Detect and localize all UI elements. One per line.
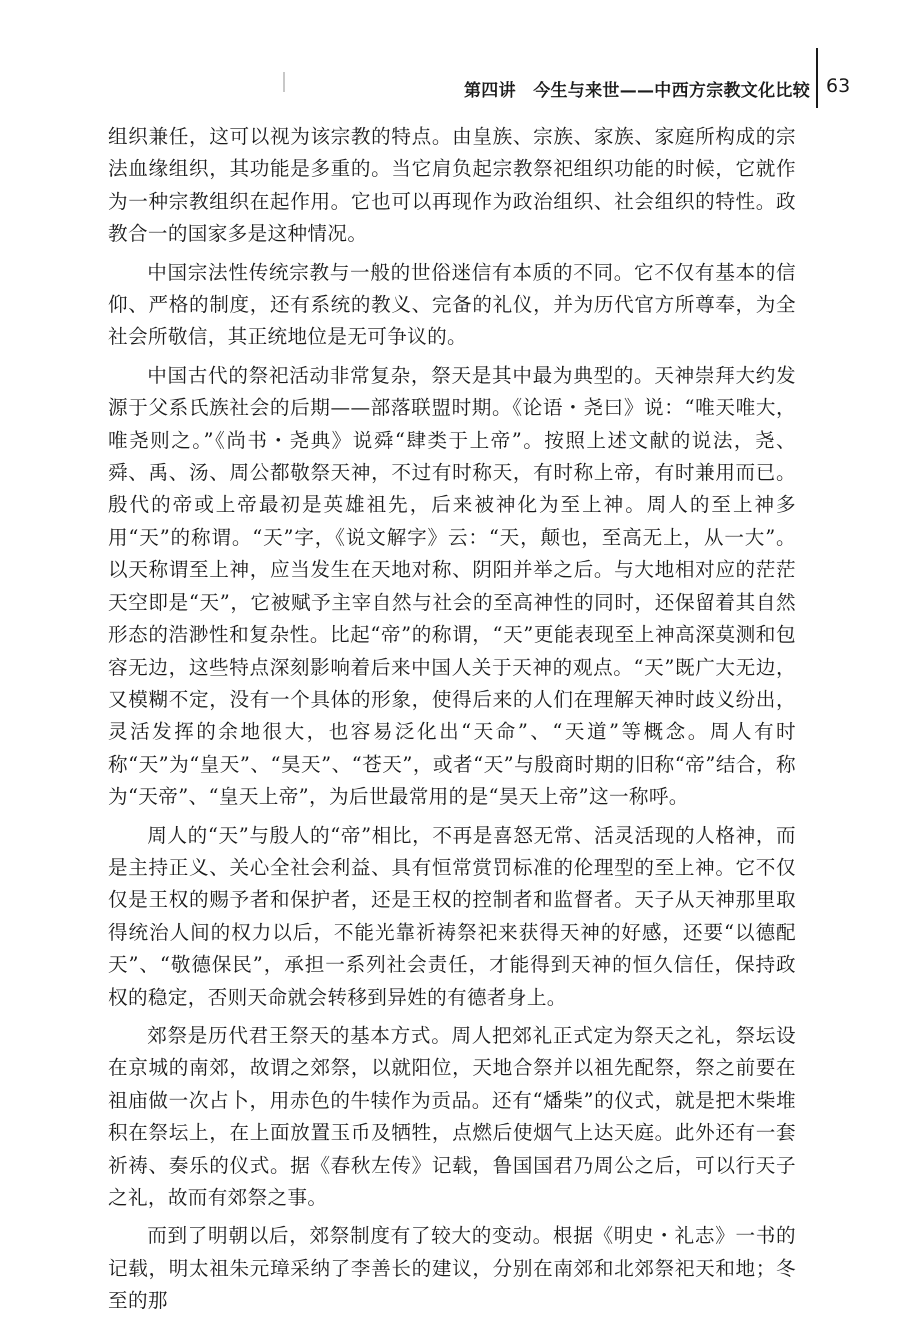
header-divider	[816, 48, 818, 108]
paragraph-6: 而到了明朝以后，郊祭制度有了较大的变动。根据《明史・礼志》一书的记载，明太祖朱元璋采纳了李善长的建议，分别在南郊和北郊祭祀天和地；冬至的那	[108, 1224, 796, 1313]
paragraph-3: 中国古代的祭祀活动非常复杂，祭天是其中最为典型的。天神崇拜大约发源于父系氏族社会的后期——部落联盟时期。《论语・尧曰》说：“唯天唯大，唯尧则之。”《尚书・尧典》说舜“肆类于上帝”。按照上述文献的说法，尧、舜、禹、汤、周公都敬祭天神，不过有时称天，有时称上帝，有时兼用而已。殷代的帝或上帝最初是英雄祖先，后来被神化为至上神。周人的至上神多用“天”的称谓。“天”字，《说文解字》云：“天，颠也，至高无上，从一大”。以天称谓至上神，应当发生在天地对称、阴阳并举之后。与大地相对应的茫茫天空即是“天”，它被赋予主宰自然与社会的至高神性的同时，还保留着其自然形态的浩渺性和复杂性。比起“帝”的称谓，“天”更能表现至上神高深莫测和包容无边，这些特点深刻影响着后来中国人关于天神的观点。“天”既广大无边，又模糊不定，没有一个具体的形象，使得后来的人们在理解天神时歧义纷出，灵活发挥的余地很大，也容易泛化出“天命”、“天道”等概念。周人有时称“天”为“皇天”、“昊天”、“苍天”，或者“天”与殷商时期的旧称“帝”结合，称为“天帝”、“皇天上帝”，为后世最常用的是“昊天上帝”这一称呼。	[108, 363, 796, 809]
running-title: 第四讲 今生与来世——中西方宗教文化比较	[464, 81, 810, 101]
paragraph-4: 周人的“天”与殷人的“帝”相比，不再是喜怒无常、活灵活现的人格神，而是主持正义、关心全社会利益、具有恒常赏罚标准的伦理型的至上神。它不仅仅是王权的赐予者和保护者，还是王权的控制者和监督者。天子从天神那里取得统治人间的权力以后，不能光靠祈祷祭祀来获得天神的好感，还要“以德配天”、“敬德保民”，承担一系列社会责任，才能得到天神的恒久信任，保持政权的稳定，否则天命就会转移到异姓的有德者身上。	[108, 823, 796, 1009]
paragraph-1: 组织兼任，这可以视为该宗教的特点。由皇族、宗族、家族、家庭所构成的宗法血缘组织，其功能是多重的。当它肩负起宗教祭祀组织功能的时候，它就作为一种宗教组织在起作用。它也可以再现作为政治组织、社会组织的特性。政教合一的国家多是这种情况。	[108, 125, 796, 246]
paragraph-5: 郊祭是历代君王祭天的基本方式。周人把郊礼正式定为祭天之礼，祭坛设在京城的南郊，故谓之郊祭，以就阳位，天地合祭并以祖先配祭，祭之前要在祖庙做一次占卜，用赤色的牛犊作为贡品。还有“燔柴”的仪式，就是把木柴堆积在祭坛上，在上面放置玉币及牺牲，点燃后使烟气上达天庭。此外还有一套祈祷、奏乐的仪式。据《春秋左传》记载，鲁国国君乃周公之后，可以行天子之礼，故而有郊祭之事。	[108, 1023, 796, 1209]
body-text	[108, 121, 796, 1318]
page-header	[110, 62, 810, 102]
paragraph-2: 中国宗法性传统宗教与一般的世俗迷信有本质的不同。它不仅有基本的信仰、严格的制度，还有系统的教义、完备的礼仪，并为历代官方所尊奉，为全社会所敬信，其正统地位是无可争议的。	[108, 260, 796, 349]
page-number: 63	[826, 75, 851, 97]
